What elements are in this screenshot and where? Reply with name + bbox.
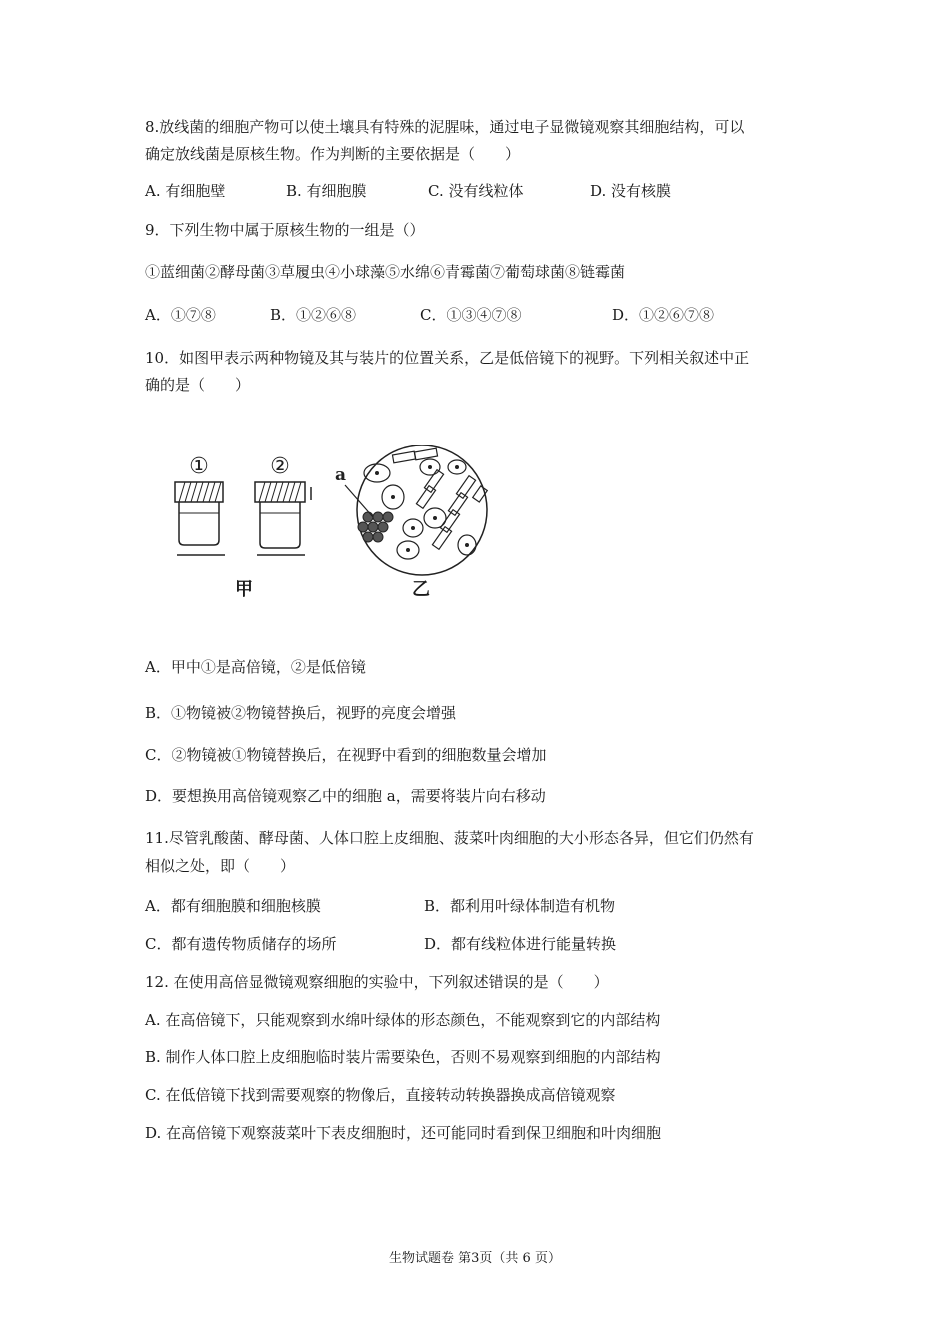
q10-option-c: C．②物镜被①物镜替换后，在视野中看到的细胞数量会增加	[145, 746, 547, 764]
q11-stem-line1: 11.尽管乳酸菌、酵母菌、人体口腔上皮细胞、菠菜叶肉细胞的大小形态各异，但它们仍然有	[145, 829, 754, 847]
q8-stem-line2: 确定放线菌是原核生物。作为判断的主要依据是（ ）	[145, 145, 521, 163]
q8-option-b: B. 有细胞膜	[286, 182, 367, 200]
q8-option-c: C. 没有线粒体	[428, 182, 524, 200]
q8-option-a: A. 有细胞壁	[145, 182, 226, 200]
figure-drawing	[165, 445, 505, 605]
q10-stem-line1: 10．如图甲表示两种物镜及其与装片的位置关系，乙是低倍镜下的视野。下列相关叙述中正	[145, 349, 750, 367]
q12-option-b: B. 制作人体口腔上皮细胞临时装片需要染色，否则不易观察到细胞的内部结构	[145, 1048, 661, 1066]
q10-option-d: D．要想换用高倍镜观察乙中的细胞 a，需要将装片向右移动	[145, 787, 546, 805]
q10-option-a: A．甲中①是高倍镜，②是低倍镜	[145, 658, 366, 676]
q9-option-d: D．①②⑥⑦⑧	[612, 306, 715, 324]
q11-stem-line2: 相似之处，即（ ）	[145, 857, 296, 875]
q12-option-d: D. 在高倍镜下观察菠菜叶下表皮细胞时，还可能同时看到保卫细胞和叶肉细胞	[145, 1124, 662, 1142]
microscope-figure	[165, 445, 505, 605]
cell-a-label: a	[335, 465, 347, 485]
q11-option-b: B．都利用叶绿体制造有机物	[424, 897, 616, 915]
q9-option-c: C．①③④⑦⑧	[420, 306, 522, 324]
page-footer: 生物试题卷 第3页（共 6 页）	[389, 1251, 561, 1266]
q11-option-d: D．都有线粒体进行能量转换	[424, 935, 617, 953]
q12-option-a: A. 在高倍镜下，只能观察到水绵叶绿体的形态颜色，不能观察到它的内部结构	[145, 1011, 661, 1029]
objective-lens-1	[175, 482, 225, 555]
objective-lens-2	[255, 482, 311, 555]
q10-stem-line2: 确的是（ ）	[145, 376, 251, 394]
q12-option-c: C. 在低倍镜下找到需要观察的物像后，直接转动转换器换成高倍镜观察	[145, 1086, 616, 1104]
field-of-view	[345, 445, 487, 575]
q8-option-d: D. 没有核膜	[590, 182, 672, 200]
figure-label-yi: 乙	[412, 579, 430, 600]
q11-option-a: A．都有细胞膜和细胞核膜	[145, 897, 321, 915]
q10-option-b: B．①物镜被②物镜替换后，视野的亮度会增强	[145, 704, 457, 722]
figure-label-jia: 甲	[235, 579, 253, 600]
objective-1-label: ①	[189, 454, 209, 479]
objective-2-label: ②	[270, 454, 290, 479]
q12-stem: 12. 在使用高倍显微镜观察细胞的实验中，下列叙述错误的是（ ）	[145, 973, 609, 991]
q9-option-a: A．①⑦⑧	[145, 306, 216, 324]
cell-cluster-a	[358, 512, 393, 542]
q8-stem-line1: 8.放线菌的细胞产物可以使土壤具有特殊的泥腥味，通过电子显微镜观察其细胞结构，可以	[145, 118, 745, 136]
q9-organism-list: ①蓝细菌②酵母菌③草履虫④小球藻⑤水绵⑥青霉菌⑦葡萄球菌⑧链霉菌	[145, 263, 626, 281]
q11-option-c: C．都有遗传物质储存的场所	[145, 935, 337, 953]
q9-option-b: B．①②⑥⑧	[270, 306, 357, 324]
q9-stem: 9．下列生物中属于原核生物的一组是（）	[145, 221, 425, 239]
